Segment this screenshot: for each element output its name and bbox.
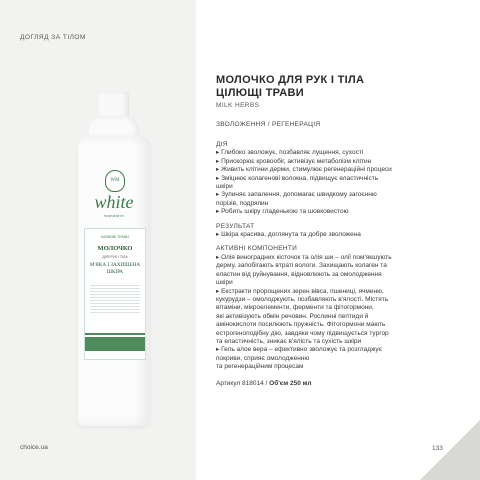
- list-item: шкіри: [216, 279, 233, 287]
- bottle-label-fineprint: [90, 285, 140, 315]
- list-item: шкіри: [216, 183, 233, 191]
- bottle-brand: white: [94, 192, 134, 212]
- bottle-label-title: МОЛОЧКО: [97, 245, 133, 252]
- bottle-label-band: [85, 337, 145, 351]
- components-heading: АКТИВНІ КОМПОНЕНТИ: [216, 245, 298, 253]
- footer-site: choice.ua: [20, 444, 48, 451]
- article-number: Артикул 818014 /: [216, 379, 268, 387]
- list-item: ▸ Живить клітини дерми, стимулює регенераційні процеси: [216, 166, 392, 174]
- bottle-label: [84, 228, 146, 360]
- page-number: 133: [432, 445, 443, 452]
- list-item: ▸ Зупиняє запалення, допомагає швидкому загоєнню: [216, 191, 377, 199]
- list-item: дерму, запобігають втраті вологи. Захищають колаген та: [216, 262, 387, 270]
- article-info: [216, 380, 446, 388]
- action-list: [216, 149, 446, 216]
- list-item: ▸ Олія виноградних кісточок та олія ши – олії пом'якшують: [216, 253, 392, 261]
- list-item: ▸ Шкіра красива, доглянута та добре зволожена: [216, 231, 361, 239]
- product-title-line2: ЦІЛЮЩІ ТРАВИ: [216, 87, 304, 99]
- result-heading: РЕЗУЛЬТАТ: [216, 222, 255, 230]
- list-item: ▸ Гель алое вера – ефективно зволожує та розгладжує: [216, 346, 382, 354]
- list-item: та регенераційним процесам: [216, 363, 304, 371]
- list-item: естрогеноподібну дію, завдяки чому підвищується тургор: [216, 329, 389, 337]
- list-item: покриви, сприяє омолодженню: [216, 354, 310, 362]
- list-item: кукурудзи – омолоджують, позбавляють в'ялості. Містять: [216, 295, 389, 303]
- bottle-cap: [99, 92, 129, 118]
- list-item: порізів, подряпин: [216, 199, 269, 207]
- product-tags: ЗВОЛОЖЕННЯ / РЕГЕНЕРАЦІЯ: [216, 121, 321, 128]
- action-heading: ДІЯ: [216, 141, 228, 148]
- corner-decoration: [420, 420, 480, 480]
- list-item: та еластичність, зникає в'ялість та сухість шкіри: [216, 337, 362, 345]
- list-item: ▸ Робить шкіру гладенькою та шовковистою: [216, 208, 349, 216]
- product-subtitle: MILK HERBS: [216, 102, 260, 109]
- list-item: вітаміни, мікроелементи, ферменти та фітогормони,: [216, 304, 374, 312]
- bottle-label-big: М'ЯКА І ЗАХИЩЕНА ШКІРА: [89, 262, 141, 275]
- list-item: які активізують обмін речовин. Рослинні пептиди й: [216, 312, 369, 320]
- bottle-brand-sub: mandarin: [103, 213, 125, 218]
- list-item: ▸ Прискорює кровообіг, активізує метаболізм клітин: [216, 157, 372, 165]
- product-volume: Об'єм 250 мл: [269, 379, 312, 387]
- bottle-label-sub: ДЛЯ РУК І ТІЛА: [102, 255, 128, 259]
- list-item: ▸ Зміцнює колагенові волокна, підвищує еластичність: [216, 174, 379, 182]
- section-label: ДОГЛЯД ЗА ТІЛОМ: [20, 34, 86, 41]
- product-title-line1: МОЛОЧКО ДЛЯ РУК І ТІЛА: [216, 74, 365, 86]
- components-list: [216, 254, 446, 372]
- product-description: [216, 135, 446, 388]
- list-item: ▸ Екстракти пророщених зерен вівса, пшениці, ячменю,: [216, 287, 384, 295]
- product-title: [216, 74, 364, 100]
- product-bottle-image: [64, 92, 164, 426]
- bottle-label-line: КАЗКОВІ ТРАВИ: [101, 235, 129, 239]
- list-item: ▸ Глибоко зволожує, позбавляє лущення, сухості: [216, 149, 364, 157]
- brand-logo-icon: WM: [105, 170, 125, 192]
- result-list: [216, 231, 446, 239]
- bottle-label-stripe: [85, 333, 145, 335]
- list-item: амінокислоти посилюють пружність. Фітогормони мають: [216, 321, 386, 329]
- list-item: еластин від руйнування, відновлюють за омолодження: [216, 270, 382, 278]
- bottle-neck: [89, 116, 139, 138]
